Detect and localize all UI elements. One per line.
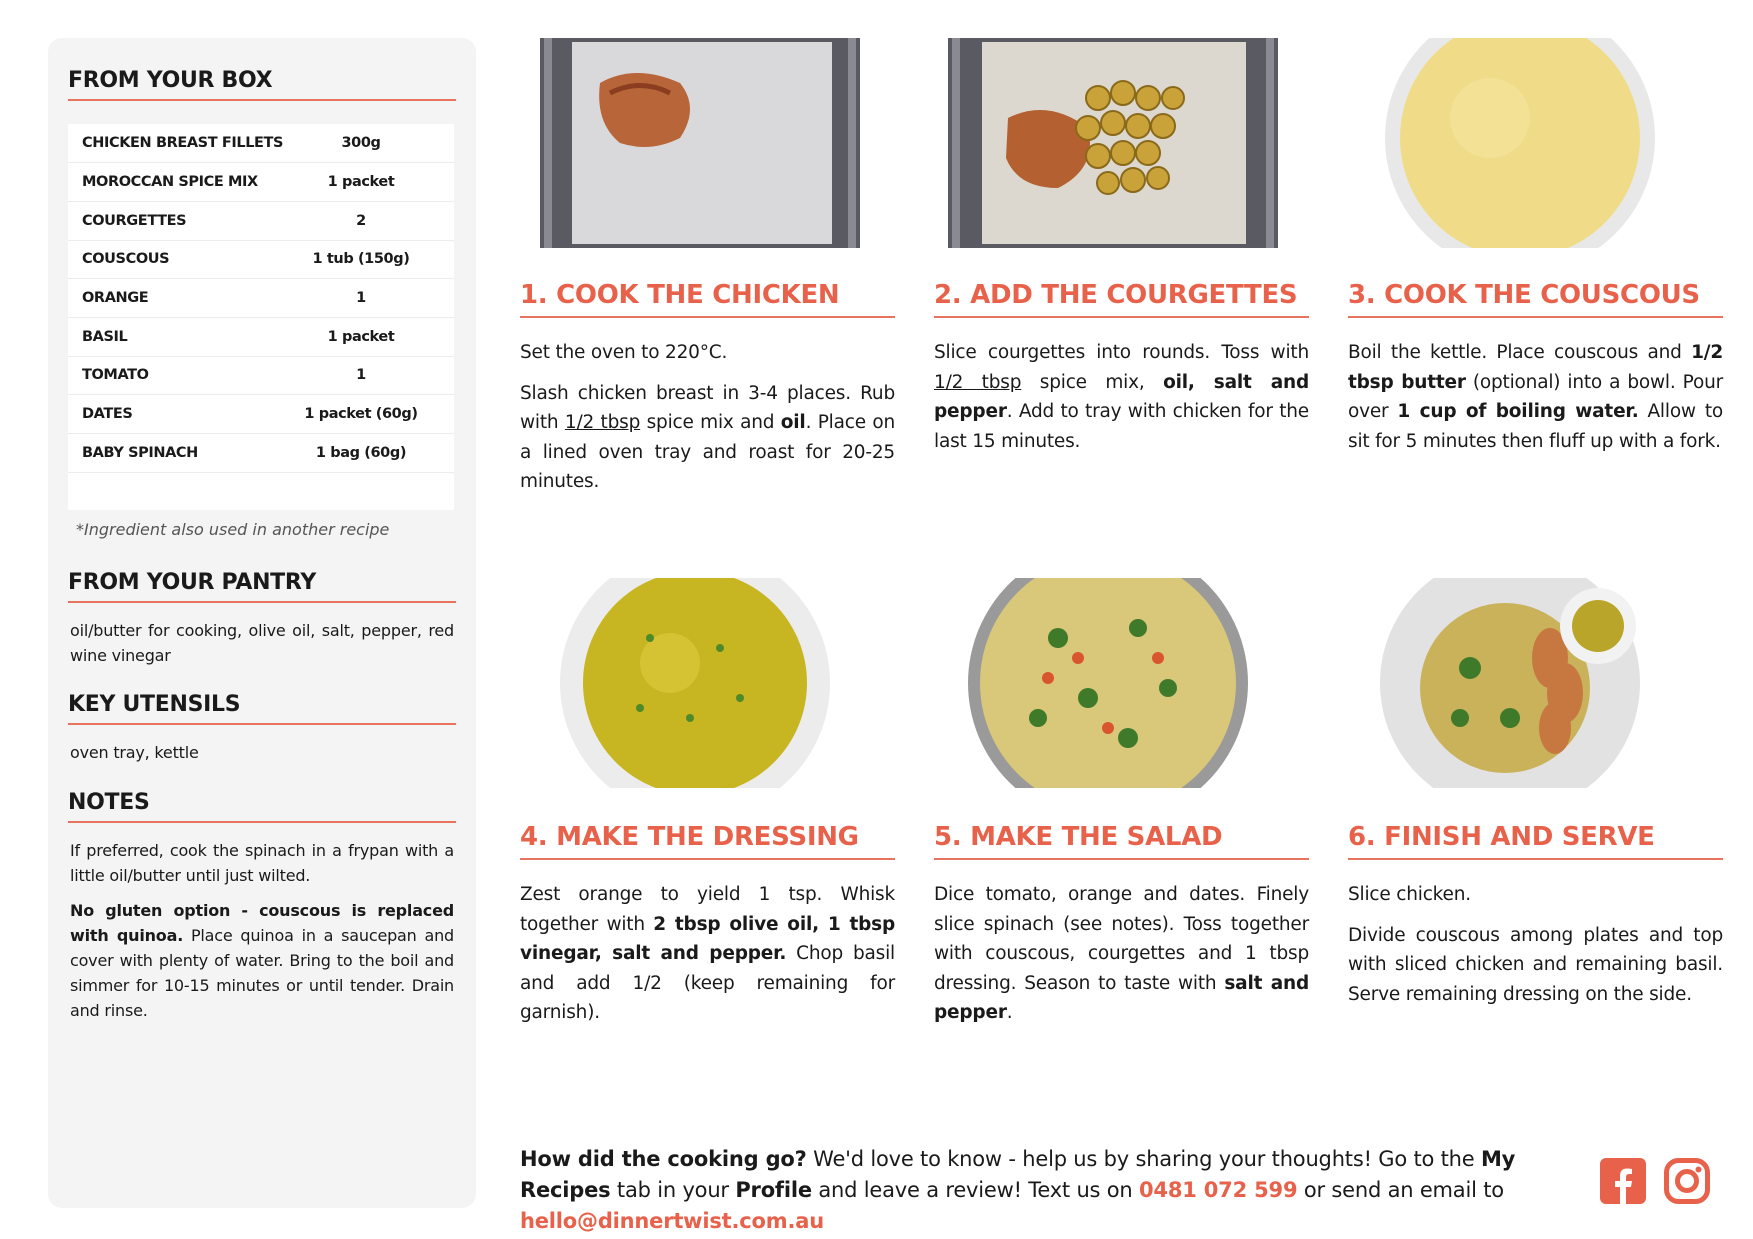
text-span: (optional) into a bowl. Pour over [1348,371,1723,422]
table-row [68,279,454,318]
underlined-measure: 1/2 tbsp [934,371,1022,393]
table-row [68,395,454,434]
notes-heading: NOTES [68,790,456,823]
step-6-photo [1380,578,1650,788]
pantry-text: oil/butter for cooking, olive oil, salt, pepper, red wine vinegar [70,621,454,665]
bold-text: oil [780,412,806,433]
from-your-pantry-heading: FROM YOUR PANTRY [68,570,456,603]
step-1-text-2 [520,379,895,497]
notes-rest: Place quinoa in a saucepan and cover with plenty of water. Bring to the boil and simmer for 10-15 minutes or until tender. Drain and rinse. [70,926,454,1020]
text-span: We'd love to know - help us by sharing your thoughts! Go to the [806,1147,1481,1171]
step-1-title: 1. COOK THE CHICKEN [520,280,895,318]
step-5-photo [968,578,1248,788]
notes-text-2 [70,898,454,1023]
bold-text: oil, salt and pepper [934,371,1309,422]
ingredient-qty: 1 bag (60g) [288,434,454,473]
ingredient-qty: 1 packet [288,163,454,202]
from-your-box-heading: FROM YOUR BOX [68,68,456,101]
text-span: Slice courgettes into rounds. Toss with [934,342,1309,363]
text-span: spice mix, [1021,371,1164,393]
text-span: Slash chicken breast in 3-4 places. Rub with [520,382,895,433]
table-row-empty [68,472,454,510]
bold-text: 1 cup of boiling water. [1397,401,1639,422]
ingredient-name: COUSCOUS [68,240,288,279]
step-2-title: 2. ADD THE COURGETTES [934,280,1309,318]
ingredient-qty: 300g [288,124,454,163]
underlined-measure: 1/2 tbsp [564,412,641,433]
ingredient-qty: 1 packet [288,317,454,356]
step-2-text-1 [934,338,1309,456]
text-span: tab in your [610,1178,736,1202]
step-1-text-1: Set the oven to 220°C. [520,342,728,363]
text-span: . Place on a lined oven tray and roast for 20-25 minutes. [520,412,896,492]
text-span: . Add to tray with chicken for the last 15 minutes. [934,401,1309,452]
ingredients-sidebar [48,38,476,1208]
ingredients-table [68,124,454,510]
ingredient-qty: 1 [288,356,454,395]
step-5-title: 5. MAKE THE SALAD [934,822,1309,860]
step-3-title: 3. COOK THE COUSCOUS [1348,280,1723,318]
table-row [68,201,454,240]
ingredient-name: DATES [68,395,288,434]
ingredient-name: BASIL [68,317,288,356]
step-1-photo [540,38,860,248]
ingredient-qty: 1 packet (60g) [288,395,454,434]
ingredient-name: BABY SPINACH [68,434,288,473]
bold-text: salt and pepper [934,972,1310,1023]
ingredient-footnote: *Ingredient also used in another recipe [76,520,390,539]
table-row [68,317,454,356]
email-link[interactable]: hello@dinnertwist.com.au [520,1209,824,1233]
table-row [68,163,454,202]
notes-text-1: If preferred, cook the spinach in a frypan with a little oil/butter until just wilted. [70,841,454,885]
step-1-body [520,338,895,508]
ingredient-name: MOROCCAN SPICE MIX [68,163,288,202]
notes-bold: No gluten option - couscous is replaced with quinoa. [70,901,454,945]
step-2-body [934,338,1309,467]
my-recipes-label: My Recipes [520,1147,1516,1202]
step-3-text-1 [1348,338,1723,456]
bold-text: 2 tbsp olive oil, 1 tbsp vinegar, salt and pepper. [520,913,896,964]
step-6-title: 6. FINISH AND SERVE [1348,822,1723,860]
ingredient-name: COURGETTES [68,201,288,240]
key-utensils-heading: KEY UTENSILS [68,692,456,725]
ingredient-qty: 2 [288,201,454,240]
text-span: Boil the kettle. Place couscous and [1348,342,1692,363]
text-span: . [1006,1002,1013,1023]
step-5-body [934,880,1309,1039]
step-5-text-1 [934,880,1309,1028]
feedback-footer [520,1144,1580,1237]
text-span: and leave a review! Text us on [811,1178,1140,1202]
step-4-body [520,880,895,1039]
table-row [68,124,454,163]
ingredient-name: TOMATO [68,356,288,395]
step-2-photo [948,38,1278,248]
text-span: or send an email to [1297,1178,1504,1202]
text-span: Zest orange to yield 1 tsp. Whisk together with [520,884,895,935]
bold-text: 1/2 tbsp butter [1348,342,1723,393]
text-span: spice mix and [640,412,781,433]
step-3-body [1348,338,1723,467]
phone-link[interactable]: 0481 072 599 [1139,1178,1298,1202]
ingredient-name: ORANGE [68,279,288,318]
step-4-text-1 [520,880,895,1028]
facebook-icon[interactable] [1600,1158,1646,1204]
ingredient-name: CHICKEN BREAST FILLETS [68,124,288,163]
table-row [68,356,454,395]
footer-question: How did the cooking go? [520,1147,807,1171]
ingredient-qty: 1 tub (150g) [288,240,454,279]
step-6-text-1: Slice chicken. [1348,884,1471,905]
table-row [68,434,454,473]
profile-label: Profile [735,1178,812,1202]
text-span: Chop basil and add 1/2 (keep remaining for garnish). [520,943,896,1023]
text-span: Dice tomato, orange and dates. Finely slice spinach (see notes). Toss together with couscous, courgettes and 1 tbsp dressing. Season to taste with [934,884,1309,994]
text-span: Allow to sit for 5 minutes then fluff up with a fork. [1348,401,1723,452]
instagram-icon[interactable] [1664,1158,1710,1204]
step-4-title: 4. MAKE THE DRESSING [520,822,895,860]
step-3-photo [1380,38,1660,248]
utensils-text: oven tray, kettle [70,743,199,762]
ingredient-qty: 1 [288,279,454,318]
step-4-photo [560,578,830,788]
step-6-body [1348,880,1723,1020]
table-row [68,240,454,279]
step-6-text-2: Divide couscous among plates and top with sliced chicken and remaining basil. Serve remaining dressing on the side. [1348,924,1723,1005]
